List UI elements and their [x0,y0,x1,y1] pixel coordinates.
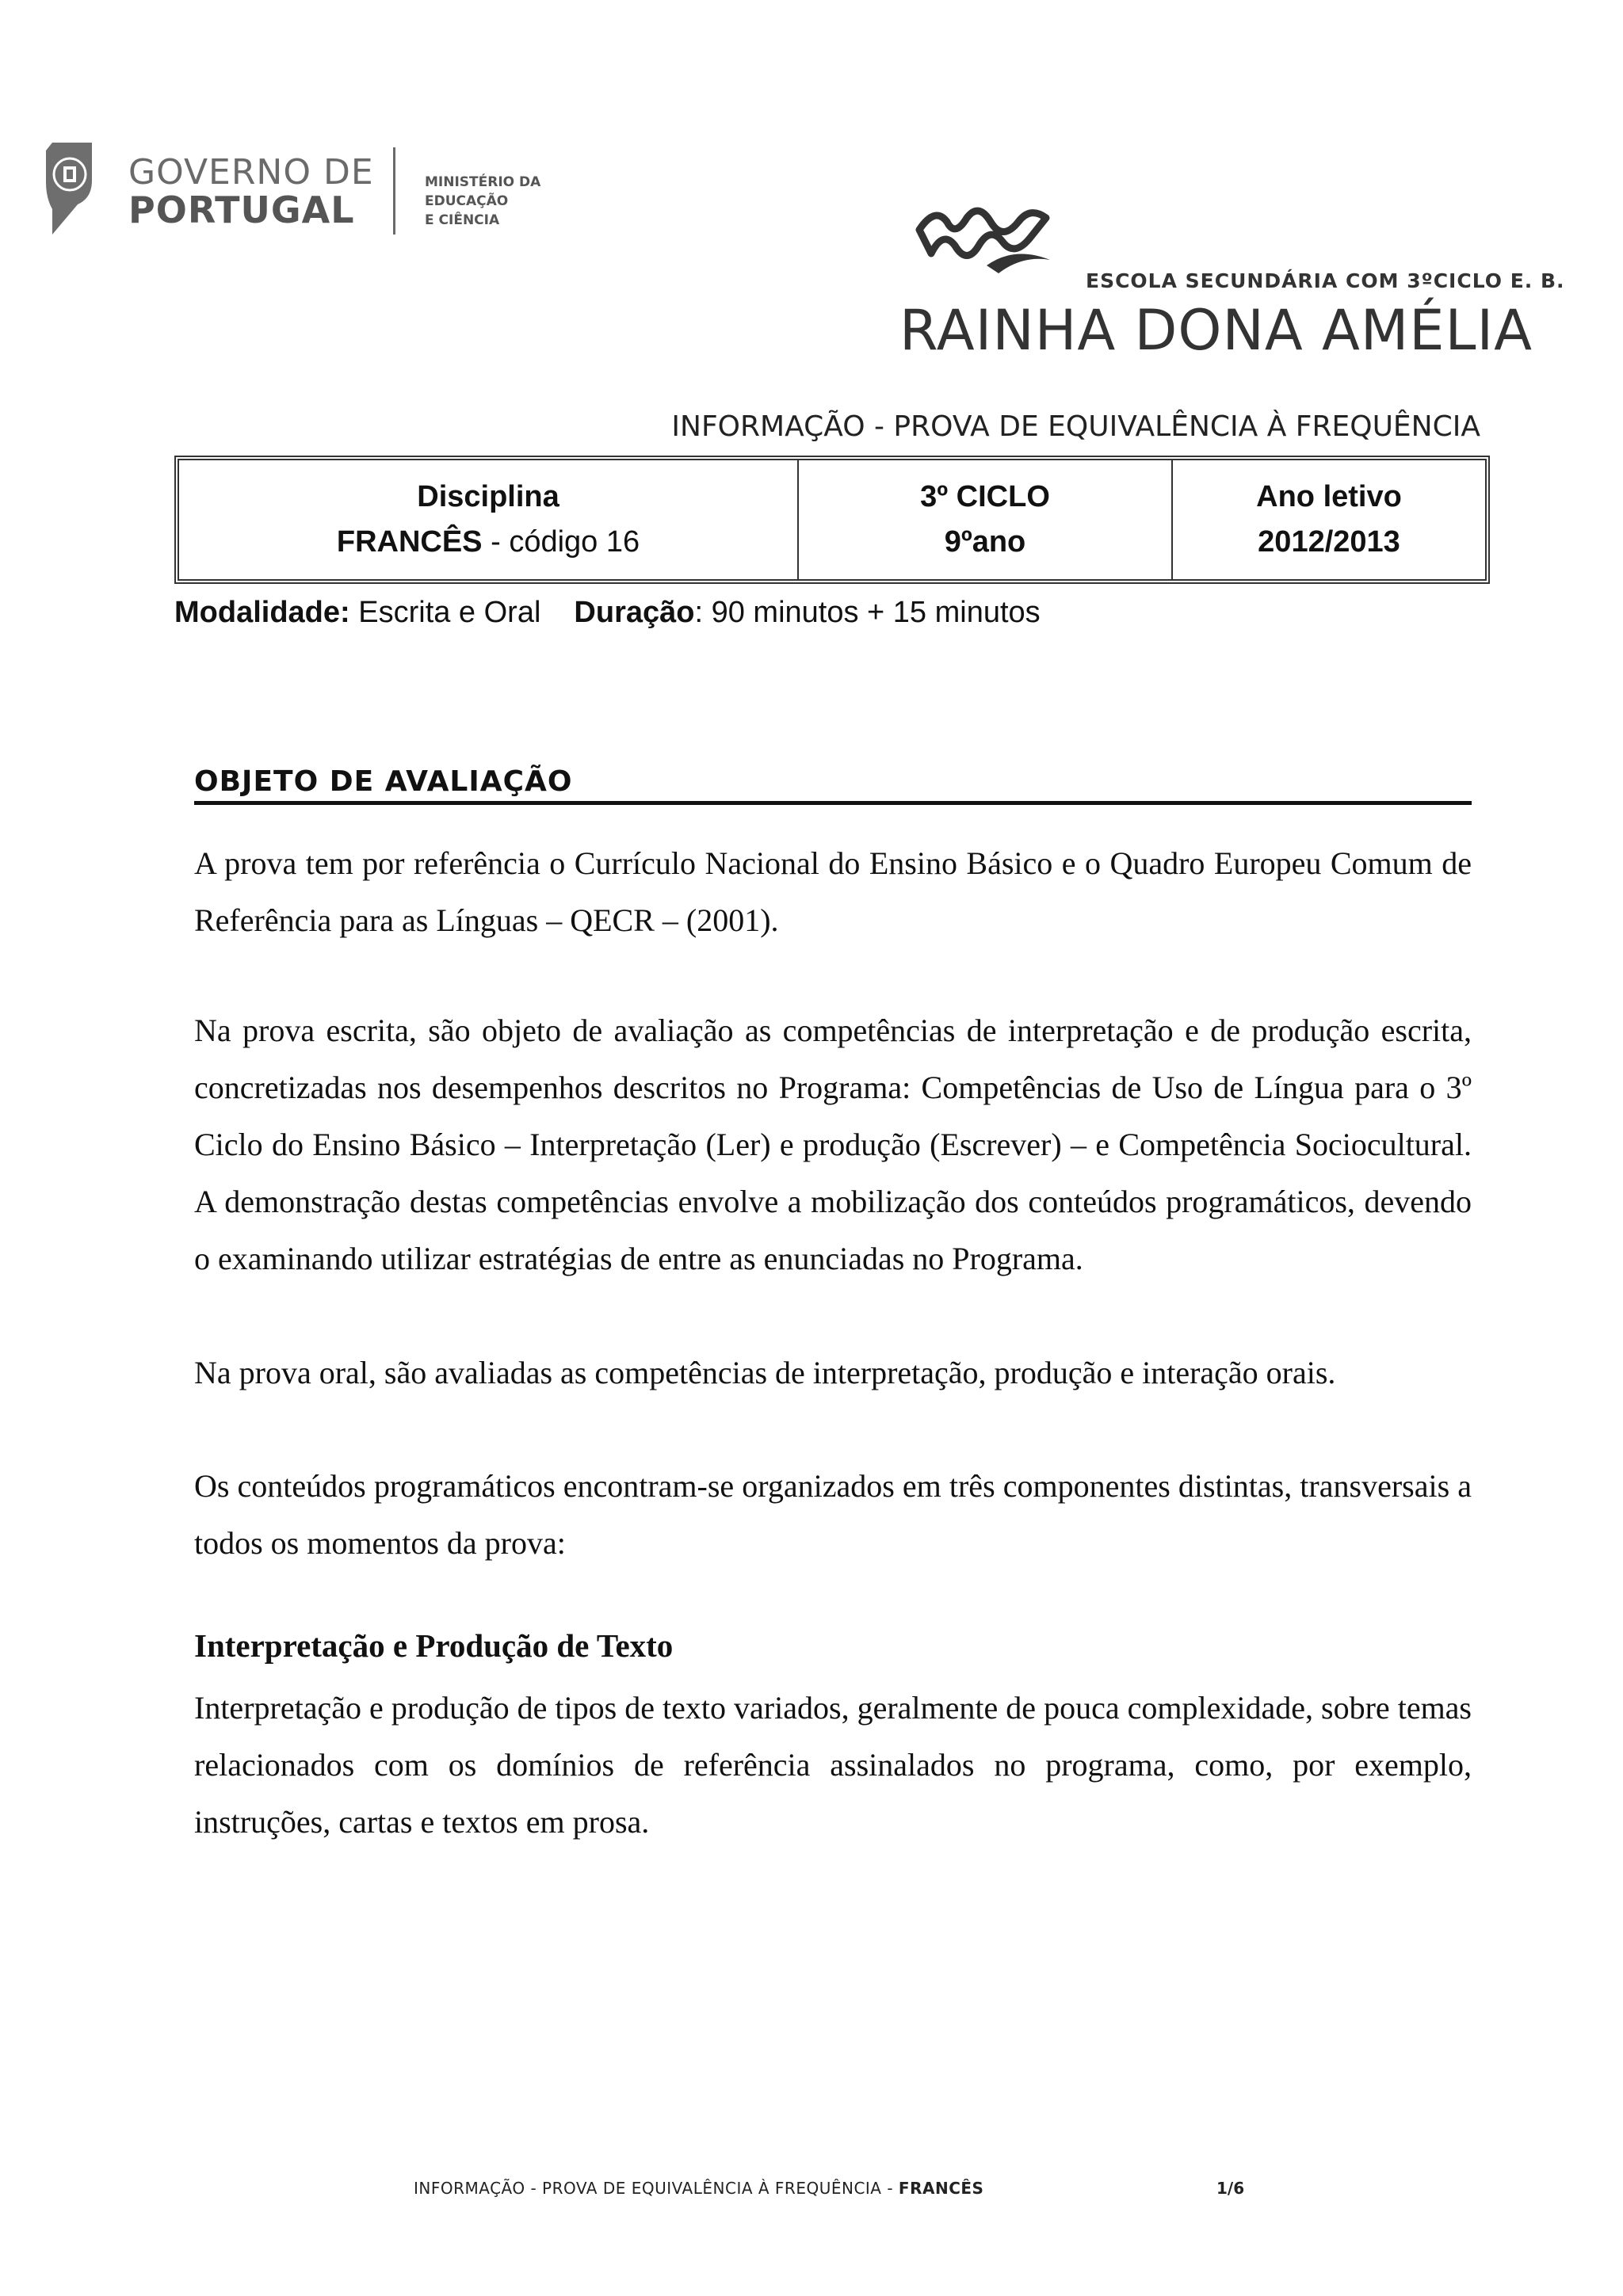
paragraph-written-exam: Na prova escrita, são objeto de avaliação as competências de interpretação e de produção escrita, concretizadas nos desempenhos descritos no Programa: Competências de Uso de Língua para o 3º Ciclo do Ensino Básico – Interpretação (Ler) e produção (Escrever) – e Competência Sociocultural. A demonstração destas competências envolve a mobilização dos conteúdos programáticos, devendo o examinando utilizar estratégias de entre as enunciadas no Programa. [194,1013,1472,1276]
subject-code: - código 16 [482,525,640,559]
modalidade-value: Escrita e Oral [349,596,541,629]
subject-line [337,525,640,559]
subject-cell [179,460,797,579]
ministry-name [425,173,601,230]
document-title: INFORMAÇÃO - PROVA DE EQUIVALÊNCIA À FREQUÊNCIA [671,410,1480,443]
footer-subject: FRANCÊS [898,2179,984,2198]
school-year-cell [1171,460,1485,579]
government-name [128,152,374,231]
exam-modality-line [174,596,1041,630]
exam-info-table [174,456,1490,584]
subject-name: FRANCÊS [336,525,483,559]
gov-line-1: GOVERNO DE [128,152,374,193]
year-label: 9ºano [944,525,1026,559]
school-subtitle: ESCOLA SECUNDÁRIA COM 3ºCICLO E. B. [1086,269,1565,292]
duracao-label: Duração [574,596,695,629]
modalidade-label: Modalidade: [174,596,350,629]
portugal-coat-of-arms-icon [46,143,92,235]
gov-line-2: PORTUGAL [128,189,355,231]
section-heading: OBJETO DE AVALIAÇÃO [194,765,1472,805]
footer-prefix: INFORMAÇÃO - PROVA DE EQUIVALÊNCIA À FREQUÊNCIA - [414,2179,899,2198]
government-logo [46,143,601,238]
school-name: RAINHA DONA AMÉLIA [899,298,1533,363]
ministry-line-2: E CIÊNCIA [425,212,500,228]
ano-letivo-label: Ano letivo [1256,480,1402,513]
paragraph-contents: Os conteúdos programáticos encontram-se organizados em três componentes distintas, transversais a todos os momentos da prova: [194,1468,1472,1561]
page-number: 1/6 [1216,2179,1245,2198]
cycle-cell [797,460,1171,579]
ministry-line-1: MINISTÉRIO DA EDUCAÇÃO [425,174,541,209]
paragraph-oral-exam: Na prova oral, são avaliadas as competências de interpretação, produção e interação orais. [194,1355,1336,1390]
paragraph-text-production: Interpretação e produção de tipos de texto variados, geralmente de pouca complexidade, sobre temas relacionados com os domínios de referência assinalados no programa, como, por exemplo, instruções, cartas e textos em prosa. [194,1690,1472,1840]
subsection-heading: Interpretação e Produção de Texto [194,1627,674,1664]
paragraph-reference: A prova tem por referência o Currículo Nacional do Ensino Básico e o Quadro Europeu Comum de Referência para as Línguas – QECR – (2001). [194,845,1472,938]
duracao-value: : 90 minutos + 15 minutos [694,596,1041,629]
disciplina-label: Disciplina [417,480,559,513]
cycle-label: 3º CICLO [920,480,1050,513]
ano-letivo-value: 2012/2013 [1258,525,1400,559]
footer-title [414,2179,983,2198]
logo-divider [393,147,395,235]
crown-icon [911,198,1070,285]
